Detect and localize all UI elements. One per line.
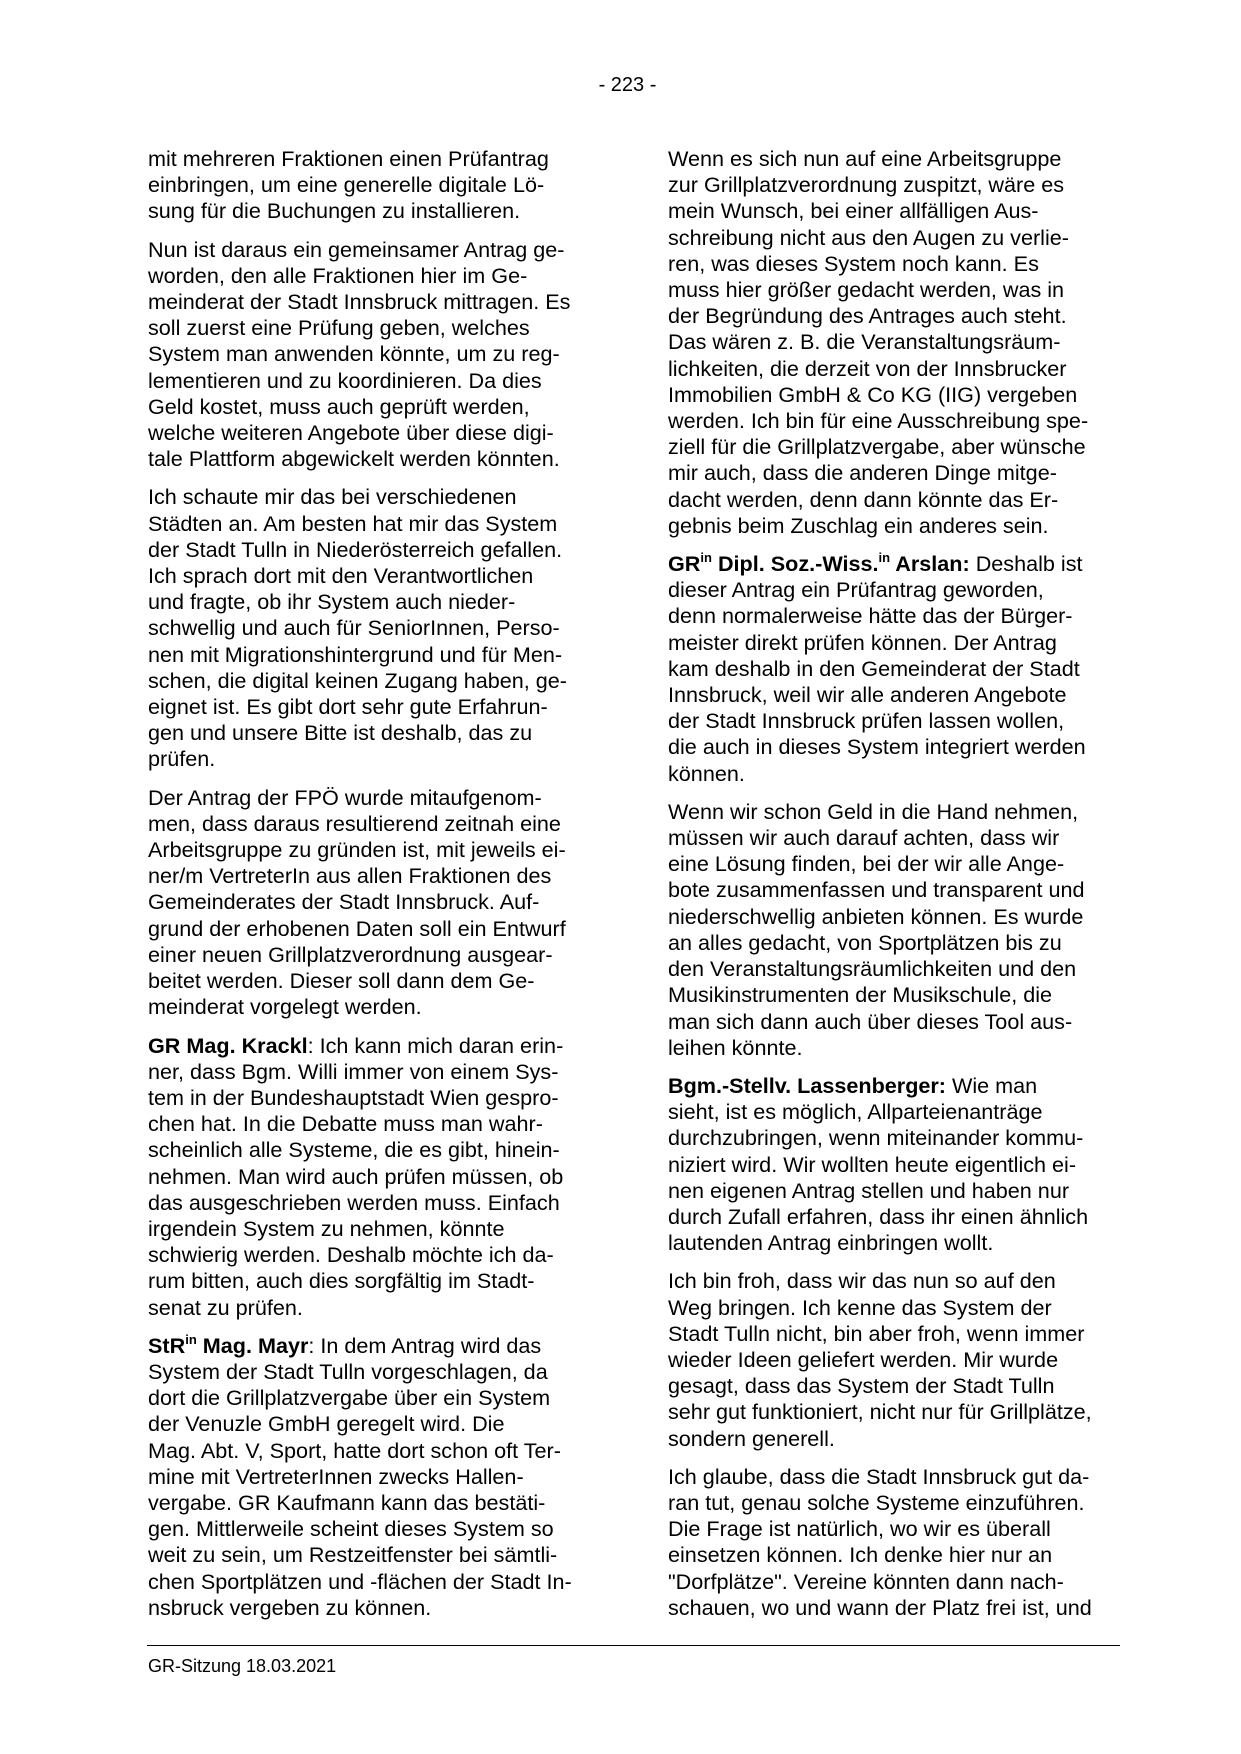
speaker-surname: Mag. Mayr — [196, 1332, 309, 1358]
footer-divider — [147, 1645, 1120, 1646]
paragraph: Ich glaube, dass die Stadt Innsbruck gut da- ran tut, genau solche Systeme einzuführen. Die Frage ist natürlich, wo wir es überall einsetzen können. Ich denke hier nur an "Dorfplätze". Vereine könnten dann nach- schauen, wo und wann der Platz frei ist, und — [668, 1463, 1092, 1620]
speaker-name — [668, 551, 970, 576]
paragraph: Nun ist daraus ein gemeinsamer Antrag ge- worden, den alle Fraktionen hier im Ge- meinderat der Stadt Innsbruck mittragen. Es soll zuerst eine Prüfung geben, welches System man anwenden könnte, um zu reg- lementieren und zu koordinieren. Da dies Geld kostet, muss auch geprüft werden, welche weiteren Angebote über diese digi- tale Plattform abgewickelt werden könnten. — [148, 236, 571, 472]
speech-text: : Ich kann mich daran erin- ner, dass Bgm. Willi immer von einem Sys- tem in der Bundeshauptstadt Wien gespro- chen hat. In die Debatte muss man wahr- scheinlich alle Systeme, die es gibt, hinein- nehmen. Man wird auch prüfen müssen, ob das ausgeschrieben werden muss. Einfach irgendein System zu nehmen, könnte schwierig werden. Deshalb möchte ich da- rum bitten, auch dies sorgfältig im Stadt- senat zu prüfen. — [148, 1032, 564, 1320]
speaker-title-suffix: in — [185, 1331, 197, 1347]
paragraph: mit mehreren Fraktionen einen Prüfantrag einbringen, um eine generelle digitale Lö- sung für die Buchungen zu installieren. — [148, 146, 549, 224]
paragraph: Wenn es sich nun auf eine Arbeitsgruppe zur Grillplatzverordnung zuspitzt, wäre es mein Wunsch, bei einer allfälligen Aus- schreibung nicht aus den Augen zu verlie- ren, was dieses System noch kann. Es muss hier größer gedacht werden, was in der Begründung des Antrages auch steht. Das wären z. B. die Veranstaltungsräum- lichkeiten, die derzeit von der Innsbrucker Immobilien GmbH & Co KG (IIG) vergeben werden. Ich bin für eine Ausschreibung spe- ziell für die Grillplatzvergabe, aber wünsche mir auch, dass die anderen Dinge mitge- dacht werden, denn dann könnte das Er- gebnis beim Zuschlag ein anderes sein. — [668, 146, 1089, 538]
speech-text: : In dem Antrag wird das System der Stadt Tulln vorgeschlagen, da dort die Grillplatzvergabe über ein System der Venuzle GmbH geregelt wird. Die Mag. Abt. V, Sport, hatte dort schon oft Ter- mine mit VertreterInnen zwecks Hallen- vergabe. GR Kaufmann kann das bestäti- gen. Mittlerweile scheint dieses System so weit zu sein, um Restzeitfenster bei sämtli- chen Sportplätzen und -flächen der Stadt In- nsbruck vergeben zu können. — [148, 1332, 572, 1620]
speech-arslan — [668, 551, 1128, 787]
speaker-name: GR Mag. Krackl — [148, 1032, 308, 1058]
speech-krackl — [148, 1033, 608, 1321]
paragraph: Ich bin froh, dass wir das nun so auf den Weg bringen. Ich kenne das System der Stadt Tulln nicht, bin aber froh, wenn immer wieder Ideen geliefert werden. Mir wurde gesagt, dass das System der Stadt Tulln sehr gut funktioniert, nicht nur für Grillplätze, sondern generell. — [668, 1268, 1092, 1451]
footer-session-date: GR-Sitzung 18.03.2021 — [148, 1656, 337, 1676]
paragraph: Der Antrag der FPÖ wurde mitaufgenom- men, dass daraus resultierend zeitnah eine Arbeitsgruppe zu gründen ist, mit jeweils ei- ner/m VertreterIn aus allen Fraktionen des Gemeinderates der Stadt Innsbruck. Auf- grund der erhobenen Daten soll ein Entwurf einer neuen Grillplatzverordnung ausgear- beitet werden. Dieser soll dann dem Ge- meinderat vorgelegt werden. — [148, 784, 566, 1020]
paragraph: Wenn wir schon Geld in die Hand nehmen, müssen wir auch darauf achten, dass wir eine Lösung finden, bei der wir alle Ange- bote zusammenfassen und transparent und niederschwellig anbieten können. Es wurde an alles gedacht, von Sportplätzen bis zu den Veranstaltungsräumlichkeiten und den Musikinstrumenten der Musikschule, die man sich dann auch über dieses Tool aus- leihen könnte. — [668, 798, 1085, 1060]
speaker-degree: Dipl. Soz.-Wiss. — [711, 551, 879, 577]
speaker-title: StR — [148, 1332, 186, 1358]
speaker-name — [148, 1333, 308, 1358]
paragraph: Ich schaute mir das bei verschiedenen Städten an. Am besten hat mir das System der Stadt Tulln in Niederösterreich gefallen. Ich sprach dort mit den Verantwortlichen und fragte, ob ihr System auch nieder- schwellig und auch für SeniorInnen, Perso- nen mit Migrationshintergrund und für Men- schen, die digital keinen Zugang haben, ge- eignet ist. Es gibt dort sehr gute Erfahrun- gen und unsere Bitte ist deshalb, das zu prüfen. — [148, 484, 567, 772]
speech-lassenberger — [668, 1073, 1128, 1256]
speech-text: Wie man sieht, ist es möglich, Allparteienanträge durchzubringen, wenn miteinander kommu- niziert wird. Wir wollten heute eigentlich ei- nen eigenen Antrag stellen und haben nur durch Zufall erfahren, dass ihr einen ähnlich lautenden Antrag einbringen wollt. — [668, 1072, 1089, 1256]
right-column — [668, 146, 1128, 1633]
speaker-degree-suffix: in — [878, 549, 891, 565]
speaker-surname: Arslan: — [890, 551, 970, 577]
speaker-name: Bgm.-Stellv. Lassenberger: — [668, 1072, 946, 1098]
speaker-title-suffix: in — [700, 549, 712, 565]
speech-text: Deshalb ist dieser Antrag ein Prüfantrag geworden, denn normalerweise hätte das der Bürger- meister direkt prüfen können. Der Antrag kam deshalb in den Gemeinderat der Stadt Innsbruck, weil wir alle anderen Angebote der Stadt Innsbruck prüfen lassen wollen, die auch in dieses System integriert werden können. — [668, 551, 1086, 786]
left-column — [148, 146, 608, 1633]
speaker-title: GR — [668, 551, 701, 577]
speech-mayr — [148, 1333, 608, 1621]
page-number: - 223 - — [598, 74, 657, 96]
